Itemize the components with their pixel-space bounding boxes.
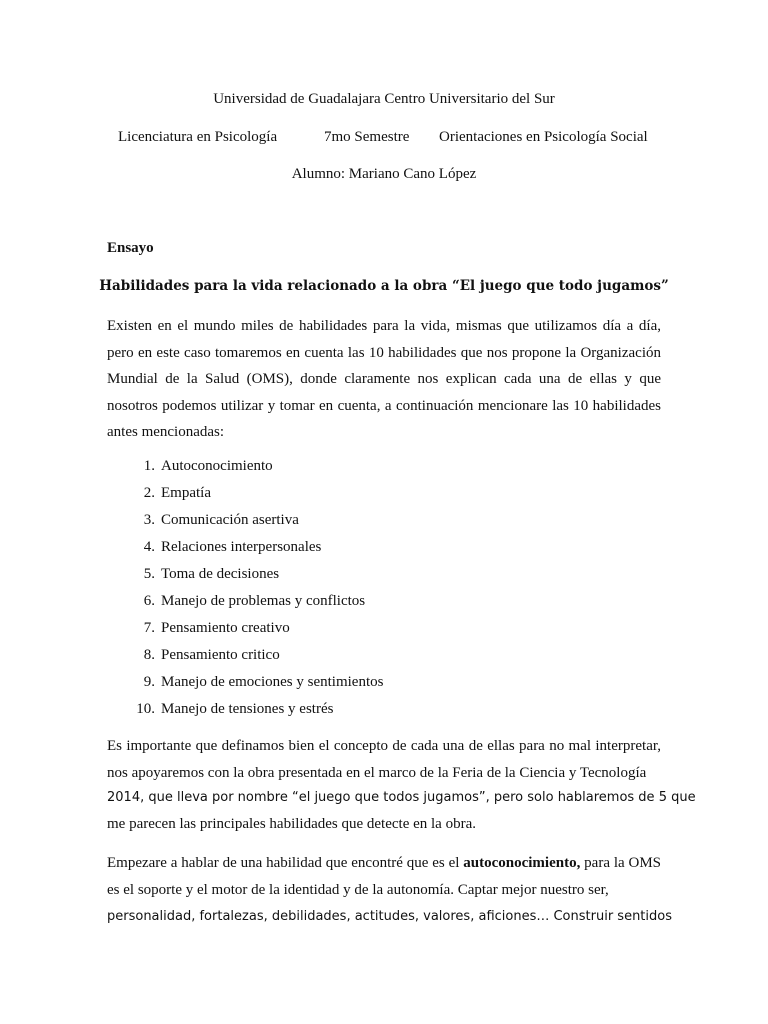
list-item — [130, 642, 383, 669]
program-label: Licenciatura en Psicología — [118, 129, 278, 145]
essay-title: Habilidades para la vida relacionado a la obra “El juego que todo jugamos” — [99, 278, 669, 294]
list-item — [130, 561, 383, 588]
list-item — [130, 507, 383, 534]
list-item-number: 6. — [143, 593, 155, 609]
document-type-label: Ensayo — [107, 240, 154, 256]
list-item — [130, 696, 383, 723]
paragraph-2-lines-1-2: Es importante que definamos bien el concepto de cada una de ellas para no mal interpretar, nos apoyaremos con la obra presentada en el marco de la Feria de la Ciencia y Tecnología — [107, 738, 661, 781]
list-item-label: Relaciones interpersonales — [161, 539, 322, 555]
paragraph-3-text-b: para la OMS es el soporte y el motor de la identidad y de la autonomía. Captar mejor nuestro ser, — [107, 855, 662, 898]
list-item — [130, 453, 383, 480]
list-item — [130, 534, 383, 561]
list-item-number: 1. — [143, 458, 155, 474]
list-item-label: Comunicación asertiva — [161, 512, 299, 528]
list-item-number: 5. — [143, 566, 155, 582]
university-line: Universidad de Guadalajara Centro Universitario del Sur — [213, 91, 555, 107]
semester-label: 7mo Semestre — [324, 129, 410, 145]
student-name: Alumno: Mariano Cano López — [291, 166, 477, 182]
list-item-label: Pensamiento creativo — [161, 620, 290, 636]
paragraph-2-line-3: 2014, que lleva por nombre “el juego que todos jugamos”, pero solo hablaremos de 5 que — [107, 790, 696, 805]
list-item-number: 3. — [143, 512, 155, 528]
list-item-number: 9. — [143, 674, 155, 690]
list-item — [130, 480, 383, 507]
list-item-label: Autoconocimiento — [161, 458, 273, 474]
list-item-number: 7. — [143, 620, 155, 636]
list-item-number: 4. — [143, 539, 155, 555]
list-item — [130, 588, 383, 615]
paragraph-2-line-4: me parecen las principales habilidades que detecte en la obra. — [107, 816, 476, 832]
course-label: Orientaciones en Psicología Social — [439, 129, 648, 145]
autoconocimiento-term: autoconocimiento, — [463, 855, 581, 871]
paragraph-3-text-a: Empezare a hablar de una habilidad que encontré que es el — [107, 855, 460, 871]
list-item — [130, 615, 383, 642]
list-item-label: Empatía — [161, 485, 211, 501]
intro-paragraph: Existen en el mundo miles de habilidades para la vida, mismas que utilizamos día a día, pero en este caso tomaremos en cuenta las 10 habilidades que nos propone la Organización Mundial de la Salud (OMS), donde claramente nos explican cada una de ellas y que nosotros podemos utilizar y tomar en cuenta, a continuación mencionare las 10 habilidades antes mencionadas: — [107, 318, 661, 440]
paragraph-3-last-line: personalidad, fortalezas, debilidades, actitudes, valores, aficiones… Construir sentidos — [107, 909, 672, 924]
list-item-number: 10. — [136, 701, 155, 717]
paragraph-3 — [107, 850, 661, 903]
list-item-number: 8. — [143, 647, 155, 663]
list-item-label: Pensamiento critico — [161, 647, 280, 663]
list-item-label: Manejo de emociones y sentimientos — [161, 674, 384, 690]
list-item-label: Manejo de tensiones y estrés — [161, 701, 334, 717]
list-item — [130, 669, 383, 696]
skills-list — [130, 453, 383, 723]
list-item-number: 2. — [143, 485, 155, 501]
list-item-label: Manejo de problemas y conflictos — [161, 593, 366, 609]
list-item-label: Toma de decisiones — [161, 566, 280, 582]
